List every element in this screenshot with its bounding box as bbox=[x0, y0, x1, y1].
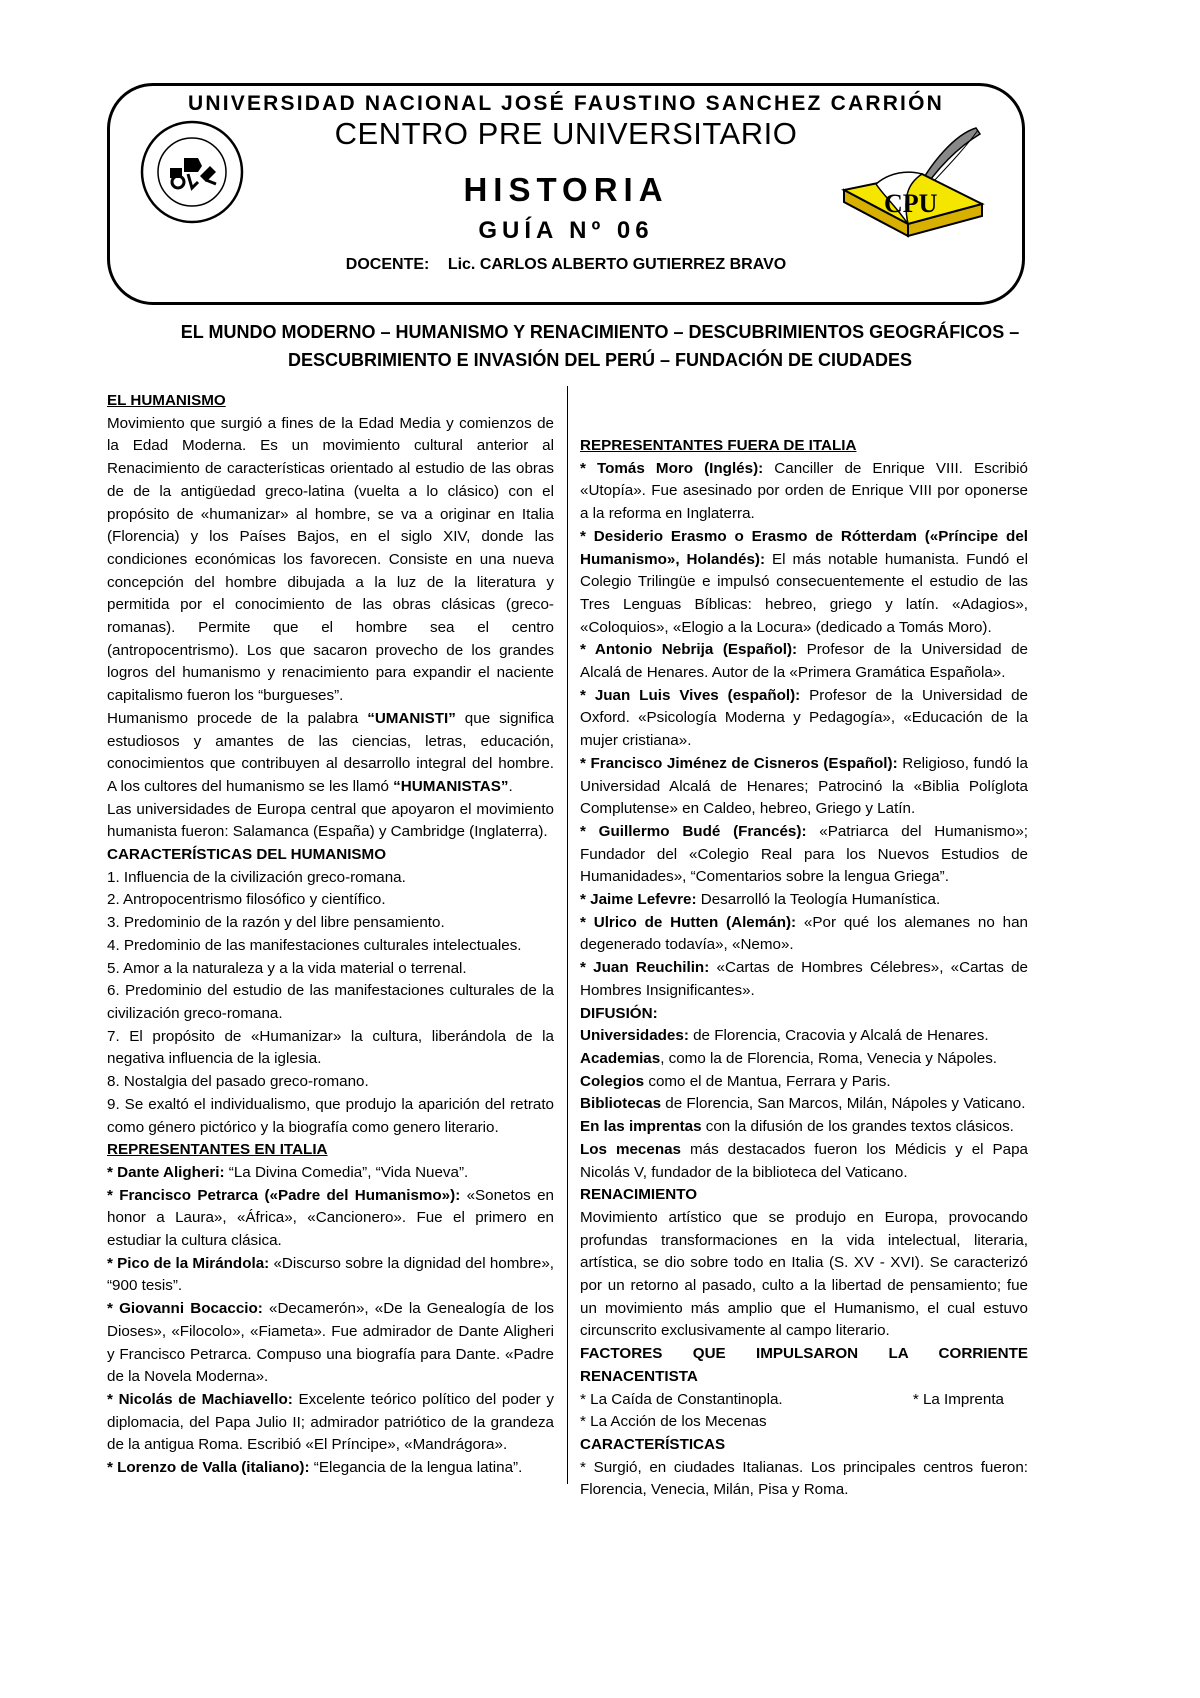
difusion-item: Bibliotecas de Florencia, San Marcos, Milán, Nápoles y Vaticano. bbox=[580, 1095, 1026, 1113]
subject-title: HISTORIA bbox=[463, 171, 669, 208]
title-line-2: DESCUBRIMIENTO E INVASIÓN DEL PERÚ – FUNDACIÓN DE CIUDADES bbox=[287, 350, 913, 370]
left-column bbox=[107, 390, 554, 1480]
difusion-item: Academias, como la de Florencia, Roma, Venecia y Nápoles. bbox=[580, 1049, 998, 1067]
list-item: 3. Predominio de la razón y del libre pensamiento. bbox=[107, 914, 445, 932]
teacher-label: DOCENTE: bbox=[345, 256, 430, 273]
heading-representantes-italia: REPRESENTANTES EN ITALIA bbox=[107, 1141, 328, 1159]
factor-item: * La Imprenta bbox=[912, 1390, 1004, 1408]
heading-caracteristicas-renacimiento: CARACTERÍSTICAS bbox=[580, 1435, 726, 1453]
header-box bbox=[107, 83, 1025, 305]
factor-row bbox=[580, 1389, 1028, 1412]
representative-item: * Dante Aligheri: “La Divina Comedia”, “Vida Nueva”. bbox=[107, 1163, 469, 1181]
difusion-item: En las imprentas con la difusión de los grandes textos clásicos. bbox=[580, 1118, 1014, 1136]
factor-item: * La Acción de los Mecenas bbox=[580, 1413, 767, 1431]
column-divider bbox=[567, 386, 568, 1484]
teacher-name: Lic. CARLOS ALBERTO GUTIERREZ BRAVO bbox=[447, 256, 787, 273]
teacher-line bbox=[110, 256, 1022, 274]
representative-item: * Giovanni Bocaccio: «Decamerón», «De la Genealogía de los Dioses», «Filocolo», «Fiameta». Fue admirador de Dante Aligheri y Francisco Petrarca. Compuso una biografía para Dante. «Padre de la Novela Moderna». bbox=[107, 1300, 554, 1386]
representative-item: * Lorenzo de Valla (italiano): “Elegancia de la lengua latina”. bbox=[107, 1459, 523, 1477]
representative-item: * Francisco Jiménez de Cisneros (Español): Religioso, fundó la Universidad Alcalá de Henares; Patrocinó la «Biblia Políglota Complutense» en Caldeo, hebreo, Griego y Latín. bbox=[580, 754, 1028, 818]
heading-caracteristicas: CARACTERÍSTICAS DEL HUMANISMO bbox=[107, 846, 387, 864]
heading-difusion: DIFUSIÓN: bbox=[580, 1004, 658, 1022]
representative-item: * Nicolás de Machiavello: Excelente teórico político del poder y diplomacia, del Papa Julio II; admirador patriótico de la grandeza de la antigua Roma. Escribió «El Príncipe», «Mandrágora». bbox=[107, 1390, 554, 1454]
main-title bbox=[60, 318, 1140, 374]
heading-representantes-fuera: REPRESENTANTES FUERA DE ITALIA bbox=[580, 437, 857, 454]
paragraph-caracteristica: * Surgió, en ciudades Italianas. Los principales centros fueron: Florencia, Venecia, Milán, Pisa y Roma. bbox=[580, 1458, 1028, 1499]
list-item: 2. Antropocentrismo filosófico y científico. bbox=[107, 891, 386, 909]
representative-item: * Francisco Petrarca («Padre del Humanismo»): «Sonetos en honor a Laura», «África», «Cancionero». Fue el primero en estudiar la cultura clásica. bbox=[107, 1186, 554, 1250]
difusion-item: Colegios como el de Mantua, Ferrara y Paris. bbox=[580, 1072, 891, 1090]
list-item: 9. Se exaltó el individualismo, que produjo la aparición del retrato como género pictórico y la biografía como genero literario. bbox=[107, 1095, 554, 1136]
heading-humanismo: EL HUMANISMO bbox=[107, 392, 226, 409]
university-name: UNIVERSIDAD NACIONAL JOSÉ FAUSTINO SANCHEZ CARRIÓN bbox=[188, 92, 944, 115]
center-name: CENTRO PRE UNIVERSITARIO bbox=[334, 116, 798, 151]
guide-number: GUÍA Nº 06 bbox=[478, 217, 654, 244]
list-item: 6. Predominio del estudio de las manifestaciones culturales de la civilización greco-romana. bbox=[107, 982, 554, 1022]
right-column bbox=[580, 435, 1028, 1502]
list-item: 7. El propósito de «Humanizar» la cultura, liberándola de la negativa influencia de la iglesia. bbox=[107, 1027, 554, 1068]
logo-text: CPU bbox=[884, 189, 938, 218]
difusion-item: Universidades: de Florencia, Cracovia y Alcalá de Henares. bbox=[580, 1027, 989, 1045]
representative-item: * Pico de la Mirándola: «Discurso sobre la dignidad del hombre», “900 tesis”. bbox=[107, 1254, 554, 1295]
factor-item: * La Caída de Constantinopla. bbox=[580, 1390, 783, 1408]
list-item: 1. Influencia de la civilización greco-romana. bbox=[107, 868, 406, 886]
university-seal-icon bbox=[140, 120, 244, 224]
list-item: 4. Predominio de las manifestaciones culturales intelectuales. bbox=[107, 936, 522, 954]
representative-item: * Juan Reuchilin: «Cartas de Hombres Célebres», «Cartas de Hombres Insignificantes». bbox=[580, 959, 1028, 999]
paragraph-renacimiento: Movimiento artístico que se produjo en Europa, provocando profundas transformaciones en la vida intelectual, literaria, artística, se dio sobre todo en Italia (S. XV - XVI). Se caracterizó por un retorno al pasado, culto a la libertad de pensamiento; fue un movimiento más amplio que el Humanismo, el cual estuvo circunscrito exclusivamente al campo literario. bbox=[580, 1208, 1028, 1340]
paragraph-umanisti: Humanismo procede de la palabra “UMANISTI” que significa estudiosos y amantes de las ciencias, letras, educación, conocimientos que contribuyen al desarrollo integral del hombre. A los cultores del humanismo se les llamó “HUMANISTAS”. bbox=[107, 709, 554, 795]
title-line-1: EL MUNDO MODERNO – HUMANISMO Y RENACIMIENTO – DESCUBRIMIENTOS GEOGRÁFICOS – bbox=[180, 322, 1020, 342]
representative-item: * Antonio Nebrija (Español): Profesor de la Universidad de Alcalá de Henares. Autor de la «Primera Gramática Española». bbox=[580, 641, 1028, 682]
representative-item: * Guillermo Budé (Francés): «Patriarca del Humanismo»; Fundador del «Colegio Real para los Nuevos Estudios de Humanidades», “Comentarios sobre la lengua Griega”. bbox=[580, 822, 1028, 886]
cpu-book-logo-icon bbox=[838, 124, 988, 249]
representative-item: * Desiderio Erasmo o Erasmo de Rótterdam («Príncipe del Humanismo», Holandés): El más notable humanista. Fundó el Colegio Trilingüe e impulsó consecuentemente el estudio de las Tres Lenguas Bíblicas: hebreo, griego y latín. «Adagios», «Coloquios», «Elogio a la Locura» (dedicado a Tomás Moro). bbox=[580, 527, 1029, 636]
difusion-item: Los mecenas más destacados fueron los Médicis y el Papa Nicolás V, fundador de la biblioteca del Vaticano. bbox=[580, 1140, 1028, 1181]
paragraph-universidades: Las universidades de Europa central que apoyaron el movimiento humanista fueron: Salamanca (España) y Cambridge (Inglaterra). bbox=[107, 800, 554, 841]
representative-item: * Tomás Moro (Inglés): Canciller de Enrique VIII. Escribió «Utopía». Fue asesinado por orden de Enrique VIII por oponerse a la reforma en Inglaterra. bbox=[580, 459, 1028, 523]
heading-factores: FACTORES QUE IMPULSARON LA CORRIENTE RENACENTISTA bbox=[580, 1345, 1028, 1385]
representative-item: * Ulrico de Hutten (Alemán): «Por qué los alemanes no han degenerado todavía», «Nemo». bbox=[580, 913, 1028, 954]
representative-item: * Jaime Lefevre: Desarrolló la Teología Humanística. bbox=[580, 891, 941, 909]
list-item: 5. Amor a la naturaleza y a la vida material o terrenal. bbox=[107, 959, 467, 977]
representative-item: * Juan Luis Vives (español): Profesor de la Universidad de Oxford. «Psicología Moderna y Pedagogía», «Educación de la mujer cristiana». bbox=[580, 686, 1028, 750]
paragraph-humanismo: Movimiento que surgió a fines de la Edad Media y comienzos de la Edad Moderna. Es un movimiento cultural anterior al Renacimiento de características orientado al estudio de las obras de de la antigüedad greco-latina (vuelta a lo clásico) con el propósito de «humanizar» al hombre, se va a originar en Italia (Florencia) y los Países Bajos, en el siglo XIV, donde las condiciones económicas los favorecen. Consiste en una nueva concepción del hombre dibujada a la luz de la literatura y permitida por el conocimiento de las obras clásicas (greco-romanas). Permite que el hombre sea el centro (antropocentrismo). Los que sacaron provecho de los grandes logros del humanismo y renacimiento para expandir el naciente capitalismo fueron los “burgueses”. bbox=[107, 414, 554, 705]
heading-renacimiento: RENACIMIENTO bbox=[580, 1186, 698, 1204]
list-item: 8. Nostalgia del pasado greco-romano. bbox=[107, 1073, 369, 1091]
